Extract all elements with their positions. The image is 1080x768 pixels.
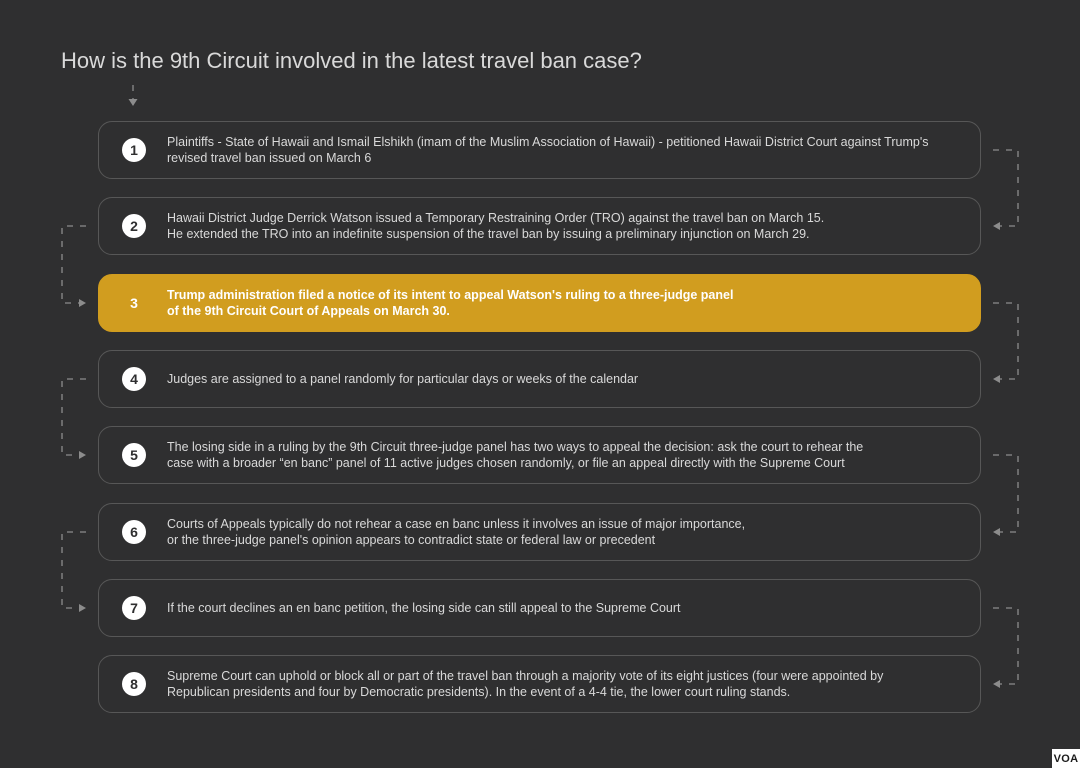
step-text: If the court declines an en banc petition, the losing side can still appeal to the Supreme Court bbox=[167, 601, 681, 615]
left-arrow-icon bbox=[993, 375, 1000, 383]
step-3 bbox=[98, 274, 981, 332]
left-connector-2 bbox=[62, 226, 86, 303]
step-number: 1 bbox=[122, 138, 146, 162]
step-5 bbox=[98, 426, 981, 484]
step-text: Plaintiffs - State of Hawaii and Ismail Elshikh (imam of the Muslim Association of Hawaii) - petitioned Hawaii District Court against Trump's revised travel ban issued on March 6 bbox=[167, 135, 929, 165]
left-connector-4 bbox=[62, 379, 86, 455]
step-text: Supreme Court can uphold or block all or part of the travel ban through a majority vote of its eight justices (four were appointed by Republican presidents and four by Democratic presidents). In the event of a 4-4 tie, the lower court ruling stands. bbox=[167, 669, 884, 699]
right-connector-7 bbox=[993, 608, 1018, 684]
step-2 bbox=[98, 197, 981, 255]
step-number: 4 bbox=[122, 367, 146, 391]
left-connector-6 bbox=[62, 532, 86, 608]
right-connector-1 bbox=[993, 150, 1018, 226]
step-text: Judges are assigned to a panel randomly for particular days or weeks of the calendar bbox=[167, 372, 639, 386]
step-text: Courts of Appeals typically do not rehear a case en banc unless it involves an issue of major importance, or the three-judge panel's opinion appears to contradict state or federal law or precedent bbox=[167, 517, 746, 547]
right-connector-5 bbox=[993, 455, 1018, 532]
step-text: Trump administration filed a notice of its intent to appeal Watson's ruling to a three-judge panel of the 9th Circuit Court of Appeals on March 30. bbox=[167, 288, 734, 318]
page-title: How is the 9th Circuit involved in the latest travel ban case? bbox=[61, 48, 642, 73]
right-arrow-icon bbox=[79, 451, 86, 459]
down-arrow-icon bbox=[129, 99, 138, 106]
step-number: 7 bbox=[122, 596, 146, 620]
step-number: 5 bbox=[122, 443, 146, 467]
step-8 bbox=[98, 655, 981, 713]
left-arrow-icon bbox=[993, 528, 1000, 536]
left-arrow-icon bbox=[993, 680, 1000, 688]
voa-logo: VOA bbox=[1052, 749, 1080, 768]
right-arrow-icon bbox=[79, 299, 86, 307]
left-arrow-icon bbox=[993, 222, 1000, 230]
right-connector-3 bbox=[993, 303, 1018, 379]
step-text: The losing side in a ruling by the 9th Circuit three-judge panel has two ways to appeal the decision: ask the court to rehear the case with a broader “en banc” panel of 11 active judges chosen randomly, or file an appeal directly with the Supreme Court bbox=[167, 440, 864, 470]
right-arrow-icon bbox=[79, 604, 86, 612]
step-7 bbox=[98, 579, 981, 637]
step-number: 6 bbox=[122, 520, 146, 544]
step-4 bbox=[98, 350, 981, 408]
step-number: 8 bbox=[122, 672, 146, 696]
step-number: 2 bbox=[122, 214, 146, 238]
step-1 bbox=[98, 121, 981, 179]
step-6 bbox=[98, 503, 981, 561]
step-number: 3 bbox=[130, 295, 138, 311]
step-text: Hawaii District Judge Derrick Watson issued a Temporary Restraining Order (TRO) against the travel ban on March 15. He extended the TRO into an indefinite suspension of the travel ban by issuing a preliminary injunction on March 29. bbox=[167, 211, 825, 241]
